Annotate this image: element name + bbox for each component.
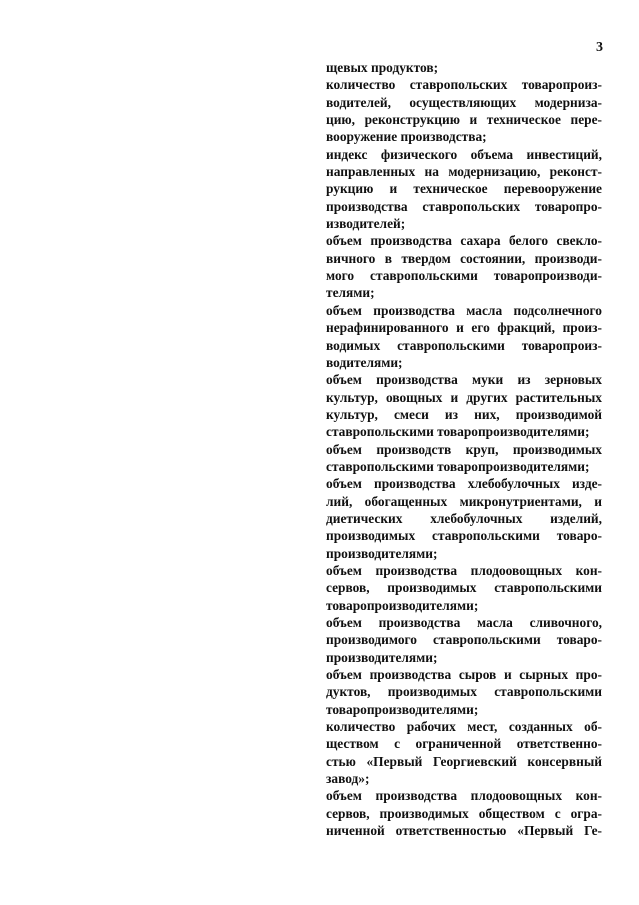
text-line: вичного в твердом состоянии, производи- bbox=[326, 250, 602, 266]
text-line: количество рабочих мест, созданных об- bbox=[326, 719, 602, 735]
text-line: рукцию и техническое перевооружение bbox=[326, 181, 602, 197]
text-line: нерафинированного и его фракций, произ- bbox=[326, 320, 602, 336]
text-line: производителями; bbox=[326, 649, 438, 665]
text-line: дуктов, производимых ставропольскими bbox=[326, 684, 602, 700]
text-line: водителей, осуществляющих модерниза- bbox=[326, 94, 602, 110]
text-line: мого ставропольскими товаропроизводи- bbox=[326, 268, 602, 284]
text-line: водителями; bbox=[326, 354, 403, 370]
text-line: объем производства масла подсолнечного bbox=[326, 302, 602, 318]
text-line: производства ставропольских товаропро- bbox=[326, 198, 602, 214]
text-line: сервов, производимых обществом с огра- bbox=[326, 805, 602, 821]
text-line: лий, обогащенных микронутриентами, и bbox=[326, 493, 602, 509]
text-line: объем производства муки из зерновых bbox=[326, 372, 602, 388]
text-line: диетических хлебобулочных изделий, bbox=[326, 510, 602, 526]
paragraph bbox=[326, 787, 602, 839]
paragraph bbox=[326, 614, 602, 666]
text-line: индекс физического объема инвестиций, bbox=[326, 146, 602, 162]
text-line: завод»; bbox=[326, 771, 370, 787]
text-line: культур, смеси из них, производимой bbox=[326, 406, 602, 422]
text-line: объем производства хлебобулочных изде- bbox=[326, 476, 602, 492]
text-line: стью «Первый Георгиевский консервный bbox=[326, 753, 602, 769]
text-line: сервов, производимых ставропольскими bbox=[326, 580, 602, 596]
paragraph bbox=[326, 302, 602, 371]
paragraph bbox=[326, 441, 602, 476]
text-line: цию, реконструкцию и техническое пере- bbox=[326, 112, 602, 128]
text-line: водимых ставропольскими товаропроиз- bbox=[326, 337, 602, 353]
text-line: ниченной ответственностью «Первый Ге- bbox=[326, 823, 602, 839]
paragraph bbox=[326, 562, 602, 614]
text-line: ставропольскими товаропроизводителями; bbox=[326, 458, 590, 474]
text-line: производимого ставропольскими товаро- bbox=[326, 632, 602, 648]
text-line: объем производства сыров и сырных про- bbox=[326, 667, 602, 683]
paragraph bbox=[326, 371, 602, 440]
text-line: телями; bbox=[326, 285, 375, 301]
text-line: вооружение производства; bbox=[326, 129, 487, 145]
text-line: объем производства плодоовощных кон- bbox=[326, 788, 602, 804]
paragraph bbox=[326, 76, 602, 145]
text-line: товаропроизводителями; bbox=[326, 701, 479, 717]
text-line: щевых продуктов; bbox=[326, 60, 439, 75]
text-line: направленных на модернизацию, реконст- bbox=[326, 164, 602, 180]
text-line: ставропольскими товаропроизводителями; bbox=[326, 424, 590, 440]
text-line: культур, овощных и других растительных bbox=[326, 389, 602, 405]
text-line: объем производства сахара белого свекло- bbox=[326, 233, 602, 249]
text-line: количество ставропольских товаропроиз- bbox=[326, 77, 602, 93]
document-text-column bbox=[326, 59, 602, 839]
text-line: ществом с ограниченной ответственно- bbox=[326, 736, 602, 752]
paragraph bbox=[326, 718, 602, 787]
paragraph bbox=[326, 666, 602, 718]
text-line: объем производства масла сливочного, bbox=[326, 615, 602, 630]
paragraph bbox=[326, 232, 602, 301]
text-line: товаропроизводителями; bbox=[326, 597, 479, 613]
paragraph bbox=[326, 475, 602, 562]
text-line: производимых ставропольскими товаро- bbox=[326, 528, 602, 544]
text-line: производителями; bbox=[326, 545, 438, 561]
text-line: изводителей; bbox=[326, 216, 406, 232]
text-line: объем производств круп, производимых bbox=[326, 441, 602, 457]
paragraph bbox=[326, 59, 602, 76]
paragraph bbox=[326, 146, 602, 233]
page-number: 3 bbox=[596, 40, 603, 55]
text-line: объем производства плодоовощных кон- bbox=[326, 562, 602, 578]
